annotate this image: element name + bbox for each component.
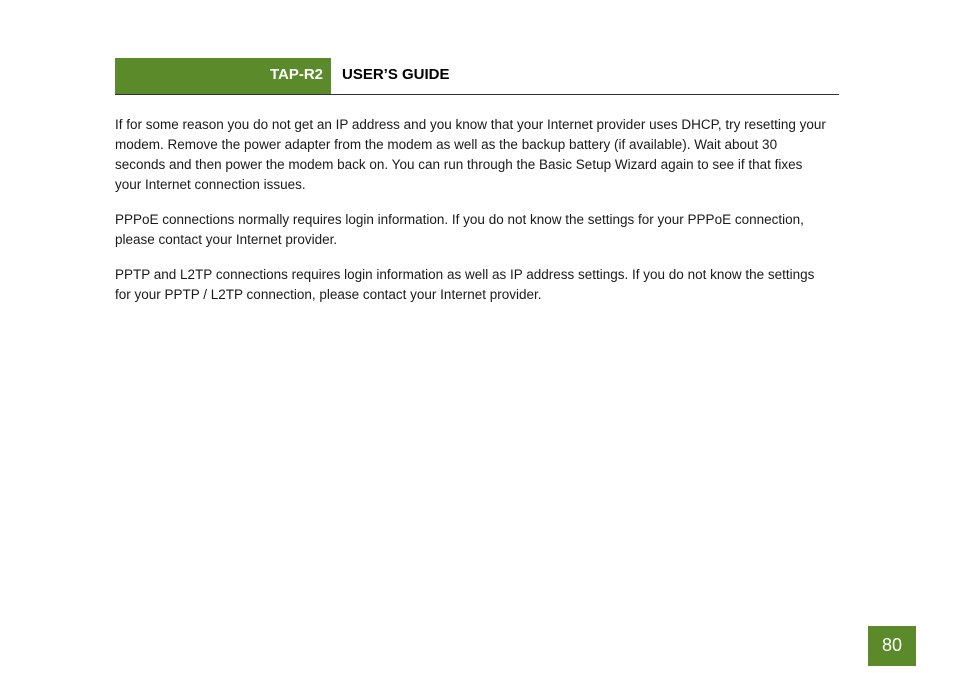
- page-number: 80: [881, 635, 903, 655]
- header-product-band: [115, 58, 331, 94]
- product-name: TAP-R2: [269, 66, 323, 83]
- paragraph-dhcp: If for some reason you do not get an IP address and you know that your Internet provider uses DHCP, try resetting your modem. Remove the power adapter from the modem as well as the backup battery (if available). Wait about 30 seconds and then power the modem back on. You can run through the Basic Setup Wizard again to see if that fixes your Internet connection issues.: [115, 117, 826, 192]
- page-content: [115, 115, 831, 320]
- paragraph-pptp-l2tp: PPTP and L2TP connections requires login information as well as IP address settings. If you do not know the settings for your PPTP / L2TP connection, please contact your Internet provider.: [115, 267, 815, 302]
- paragraph-pppoe: PPPoE connections normally requires login information. If you do not know the settings for your PPPoE connection, please contact your Internet provider.: [115, 212, 804, 247]
- page-number-box: [868, 626, 916, 666]
- guide-title: USER’S GUIDE: [342, 66, 450, 83]
- page-header: [115, 58, 839, 95]
